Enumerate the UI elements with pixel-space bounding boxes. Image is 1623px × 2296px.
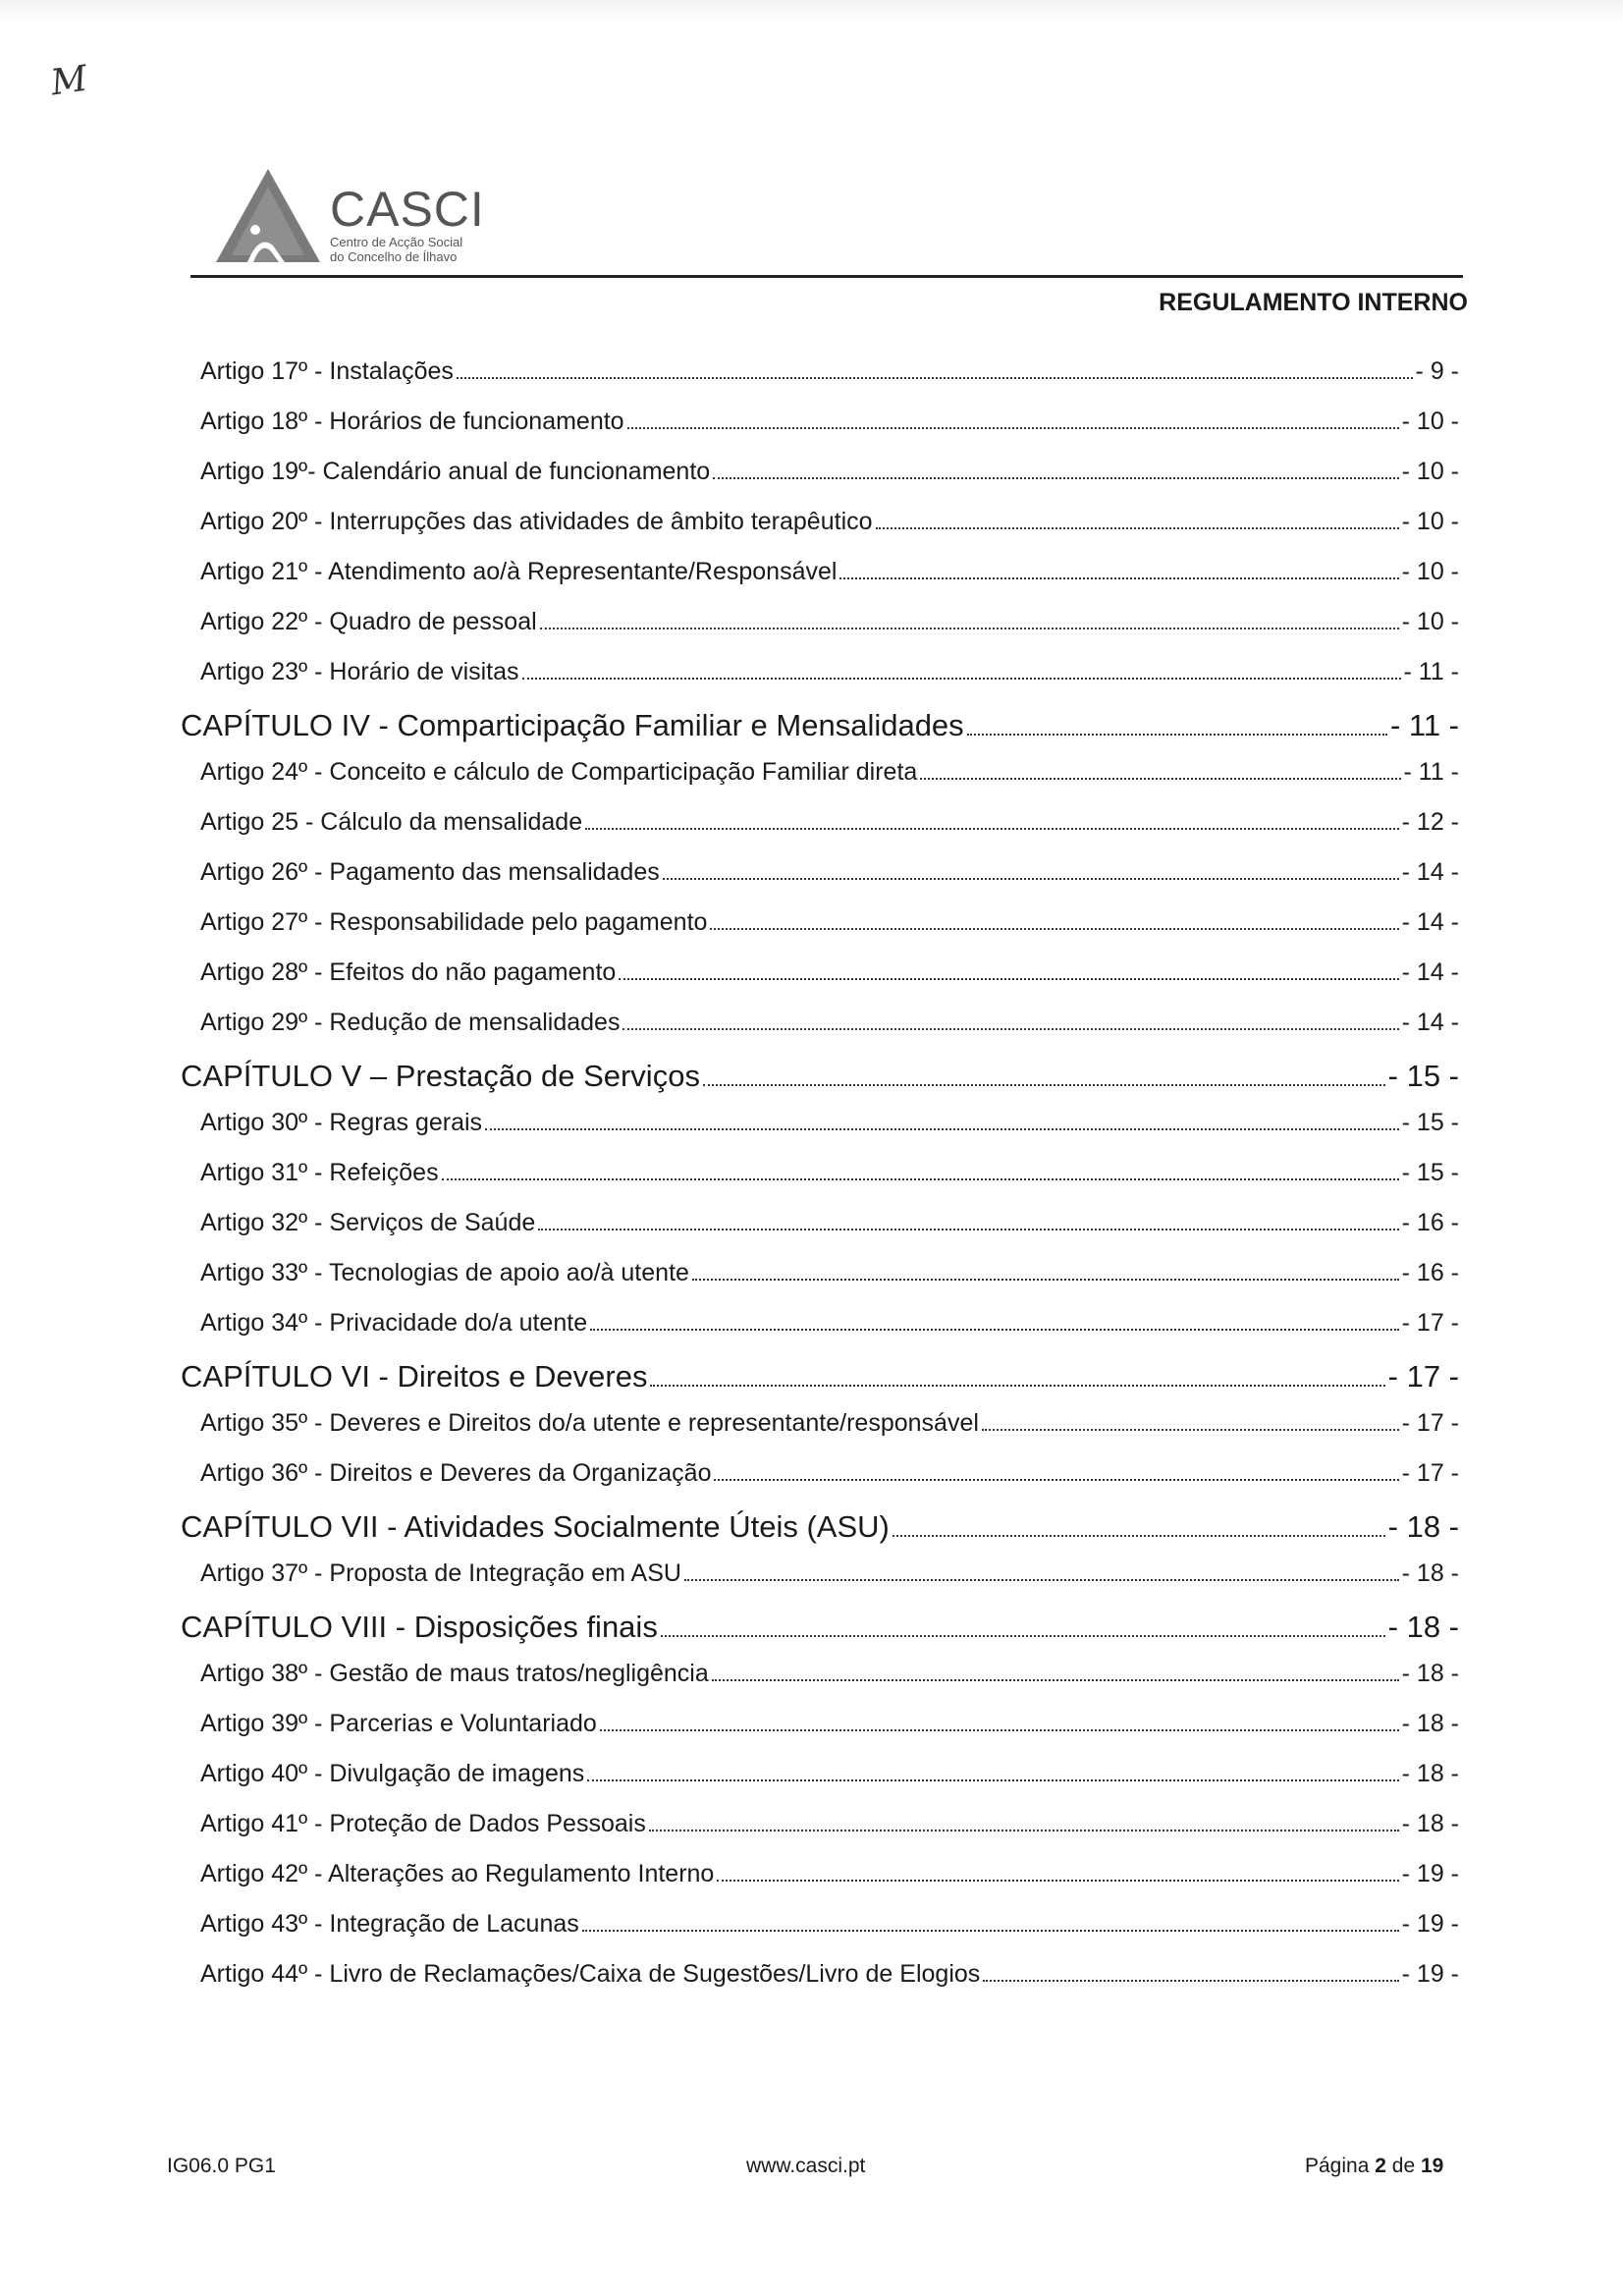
toc-entry-label: Artigo 40º - Divulgação de imagens: [200, 1760, 585, 1787]
toc-entry-label: CAPÍTULO V – Prestação de Serviços: [181, 1059, 700, 1093]
toc-dot-leader: [717, 1879, 1398, 1882]
toc-entry-page: - 10 -: [1401, 508, 1459, 535]
toc-article-row: [200, 1009, 1459, 1037]
toc-article-row: [200, 608, 1459, 636]
page-total: 19: [1420, 2155, 1444, 2177]
toc-article-row: [200, 508, 1459, 536]
toc-entry-page: - 18 -: [1401, 1559, 1459, 1587]
toc-entry-label: Artigo 44º - Livro de Reclamações/Caixa de Sugestões/Livro de Elogios: [200, 1960, 981, 1988]
toc-entry-label: Artigo 41º - Proteção de Dados Pessoais: [200, 1810, 646, 1837]
toc-entry-label: Artigo 43º - Integração de Lacunas: [200, 1910, 579, 1938]
page-separator: de: [1391, 2155, 1416, 2177]
toc-dot-leader: [522, 677, 1401, 680]
toc-dot-leader: [920, 777, 1400, 780]
header-divider: [190, 275, 1463, 278]
toc-dot-leader: [587, 1778, 1398, 1781]
toc-entry-page: - 18 -: [1387, 1509, 1459, 1544]
toc-entry-label: Artigo 26º - Pagamento das mensalidades: [200, 858, 660, 886]
toc-entry-label: Artigo 37º - Proposta de Integração em ASU: [200, 1559, 681, 1587]
toc-chapter-row: [181, 1509, 1459, 1545]
toc-dot-leader: [485, 1127, 1399, 1130]
toc-article-row: [200, 1559, 1459, 1588]
toc-entry-page: - 16 -: [1401, 1209, 1459, 1236]
toc-entry-label: Artigo 29º - Redução de mensalidades: [200, 1009, 621, 1036]
toc-dot-leader: [967, 733, 1387, 736]
toc-entry-page: - 10 -: [1401, 558, 1459, 585]
toc-dot-leader: [893, 1534, 1385, 1537]
toc-entry-label: Artigo 33º - Tecnologias de apoio ao/à utente: [200, 1259, 689, 1286]
toc-chapter-row: [181, 1610, 1459, 1645]
toc-entry-page: - 15 -: [1387, 1059, 1459, 1093]
toc-entry-label: Artigo 34º - Privacidade do/a utente: [200, 1309, 588, 1337]
toc-entry-page: - 17 -: [1401, 1459, 1459, 1487]
toc-article-row: [200, 458, 1459, 486]
toc-article-row: [200, 958, 1459, 987]
toc-article-row: [200, 1960, 1459, 1989]
toc-entry-label: Artigo 24º - Conceito e cálculo de Comparticipação Familiar direta: [200, 758, 918, 786]
toc-article-row: [200, 1760, 1459, 1788]
toc-article-row: [200, 558, 1459, 586]
toc-entry-page: - 15 -: [1401, 1159, 1459, 1186]
toc-chapter-row: [181, 1359, 1459, 1394]
toc-entry-page: - 19 -: [1401, 1960, 1459, 1988]
toc-article-row: [200, 1409, 1459, 1438]
casci-logo: [214, 169, 528, 267]
toc-entry-label: Artigo 22º - Quadro de pessoal: [200, 608, 537, 635]
toc-entry-label: Artigo 30º - Regras gerais: [200, 1109, 483, 1136]
toc-article-row: [200, 1159, 1459, 1187]
toc-entry-label: CAPÍTULO VII - Atividades Socialmente Úteis (ASU): [181, 1509, 890, 1544]
toc-article-row: [200, 1910, 1459, 1939]
toc-article-row: [200, 808, 1459, 837]
toc-entry-page: - 18 -: [1401, 1710, 1459, 1737]
toc-dot-leader: [710, 927, 1398, 930]
toc-entry-label: Artigo 17º - Instalações: [200, 357, 454, 385]
toc-entry-page: - 14 -: [1401, 858, 1459, 886]
toc-dot-leader: [650, 1384, 1384, 1387]
toc-article-row: [200, 758, 1459, 787]
toc-entry-page: - 10 -: [1401, 608, 1459, 635]
toc-article-row: [200, 1710, 1459, 1738]
toc-chapter-row: [181, 1059, 1459, 1094]
toc-entry-page: - 18 -: [1387, 1610, 1459, 1644]
toc-article-row: [200, 1860, 1459, 1888]
toc-entry-page: - 11 -: [1403, 758, 1459, 786]
toc-dot-leader: [457, 376, 1413, 379]
toc-dot-leader: [582, 1929, 1399, 1932]
toc-entry-page: - 11 -: [1389, 708, 1459, 742]
toc-dot-leader: [600, 1728, 1399, 1731]
toc-entry-page: - 12 -: [1401, 808, 1459, 836]
toc-dot-leader: [661, 1634, 1385, 1637]
toc-entry-page: - 10 -: [1401, 408, 1459, 435]
toc-article-row: [200, 858, 1459, 887]
toc-entry-label: Artigo 23º - Horário de visitas: [200, 658, 519, 685]
toc-entry-label: Artigo 19º- Calendário anual de funcionamento: [200, 458, 711, 485]
toc-entry-page: - 14 -: [1401, 1009, 1459, 1036]
toc-article-row: [200, 1660, 1459, 1688]
toc-article-row: [200, 1259, 1459, 1287]
toc-entry-label: Artigo 20º - Interrupções das atividades de âmbito terapêutico: [200, 508, 873, 535]
toc-dot-leader: [983, 1979, 1398, 1982]
toc-dot-leader: [619, 977, 1398, 980]
toc-dot-leader: [876, 526, 1399, 529]
toc-dot-leader: [622, 1027, 1398, 1030]
footer-document-code: IG06.0 PG1: [167, 2155, 276, 2177]
toc-entry-page: - 9 -: [1415, 357, 1459, 385]
scan-edge: [0, 0, 1623, 22]
toc-article-row: [200, 1309, 1459, 1338]
toc-entry-page: - 14 -: [1401, 958, 1459, 986]
toc-dot-leader: [692, 1278, 1399, 1281]
toc-dot-leader: [585, 827, 1399, 830]
toc-article-row: [200, 1209, 1459, 1237]
toc-entry-label: Artigo 38º - Gestão de maus tratos/negligência: [200, 1660, 709, 1687]
toc-entry-label: CAPÍTULO VI - Direitos e Deveres: [181, 1359, 648, 1394]
toc-entry-page: - 11 -: [1403, 658, 1459, 685]
toc-entry-label: Artigo 18º - Horários de funcionamento: [200, 408, 624, 435]
toc-entry-page: - 10 -: [1401, 458, 1459, 485]
logo-triangle-icon: [214, 169, 322, 267]
page-prefix: Página: [1305, 2155, 1370, 2177]
toc-entry-page: - 15 -: [1401, 1109, 1459, 1136]
toc-entry-label: Artigo 35º - Deveres e Direitos do/a utente e representante/responsável: [200, 1409, 979, 1437]
toc-dot-leader: [649, 1829, 1399, 1831]
toc-entry-label: Artigo 21º - Atendimento ao/à Representante/Responsável: [200, 558, 838, 585]
footer-website: www.casci.pt: [746, 2155, 866, 2177]
toc-dot-leader: [712, 1678, 1399, 1681]
toc-entry-page: - 17 -: [1387, 1359, 1459, 1394]
toc-entry-label: Artigo 42º - Alterações ao Regulamento Interno: [200, 1860, 715, 1887]
toc-dot-leader: [839, 576, 1398, 579]
document-title: REGULAMENTO INTERNO: [1159, 289, 1468, 316]
toc-dot-leader: [538, 1228, 1398, 1230]
toc-article-row: [200, 658, 1459, 686]
toc-entry-label: CAPÍTULO IV - Comparticipação Familiar e Mensalidades: [181, 708, 964, 742]
toc-entry-label: Artigo 28º - Efeitos do não pagamento: [200, 958, 617, 986]
toc-article-row: [200, 357, 1459, 386]
toc-dot-leader: [713, 476, 1398, 479]
toc-entry-label: Artigo 39º - Parcerias e Voluntariado: [200, 1710, 597, 1737]
handwritten-initials: M: [48, 58, 90, 104]
toc-entry-label: CAPÍTULO VIII - Disposições finais: [181, 1610, 658, 1644]
toc-entry-page: - 17 -: [1401, 1409, 1459, 1437]
toc-entry-page: - 19 -: [1401, 1910, 1459, 1938]
toc-article-row: [200, 1459, 1459, 1488]
toc-entry-page: - 16 -: [1401, 1259, 1459, 1286]
logo-subtitle-line2: do Concelho de Ílhavo: [330, 249, 458, 264]
toc-entry-label: Artigo 27º - Responsabilidade pelo pagamento: [200, 908, 708, 936]
toc-article-row: [200, 1109, 1459, 1137]
toc-entry-label: Artigo 31º - Refeições: [200, 1159, 439, 1186]
toc-entry-label: Artigo 32º - Serviços de Saúde: [200, 1209, 536, 1236]
toc-dot-leader: [663, 877, 1399, 880]
toc-entry-page: - 18 -: [1401, 1660, 1459, 1687]
toc-dot-leader: [442, 1177, 1399, 1180]
toc-chapter-row: [181, 708, 1459, 743]
toc-dot-leader: [714, 1478, 1398, 1481]
toc-entry-label: Artigo 36º - Direitos e Deveres da Organização: [200, 1459, 712, 1487]
toc-entry-page: - 17 -: [1401, 1309, 1459, 1337]
toc-entry-label: Artigo 25 - Cálculo da mensalidade: [200, 808, 583, 836]
toc-entry-page: - 19 -: [1401, 1860, 1459, 1887]
toc-dot-leader: [982, 1428, 1399, 1431]
toc-entry-page: - 14 -: [1401, 908, 1459, 936]
toc-article-row: [200, 1810, 1459, 1838]
toc-article-row: [200, 908, 1459, 937]
toc-dot-leader: [684, 1578, 1399, 1581]
logo-subtitle-line1: Centro de Acção Social: [330, 235, 463, 249]
toc-dot-leader: [703, 1083, 1385, 1086]
toc-dot-leader: [540, 627, 1399, 629]
page-current: 2: [1375, 2155, 1386, 2177]
toc-dot-leader: [590, 1328, 1399, 1331]
toc-entry-page: - 18 -: [1401, 1760, 1459, 1787]
toc-entry-page: - 18 -: [1401, 1810, 1459, 1837]
toc-article-row: [200, 408, 1459, 436]
logo-name: CASCI: [330, 182, 485, 237]
toc-dot-leader: [627, 426, 1399, 429]
footer-page-number: [1305, 2155, 1443, 2178]
